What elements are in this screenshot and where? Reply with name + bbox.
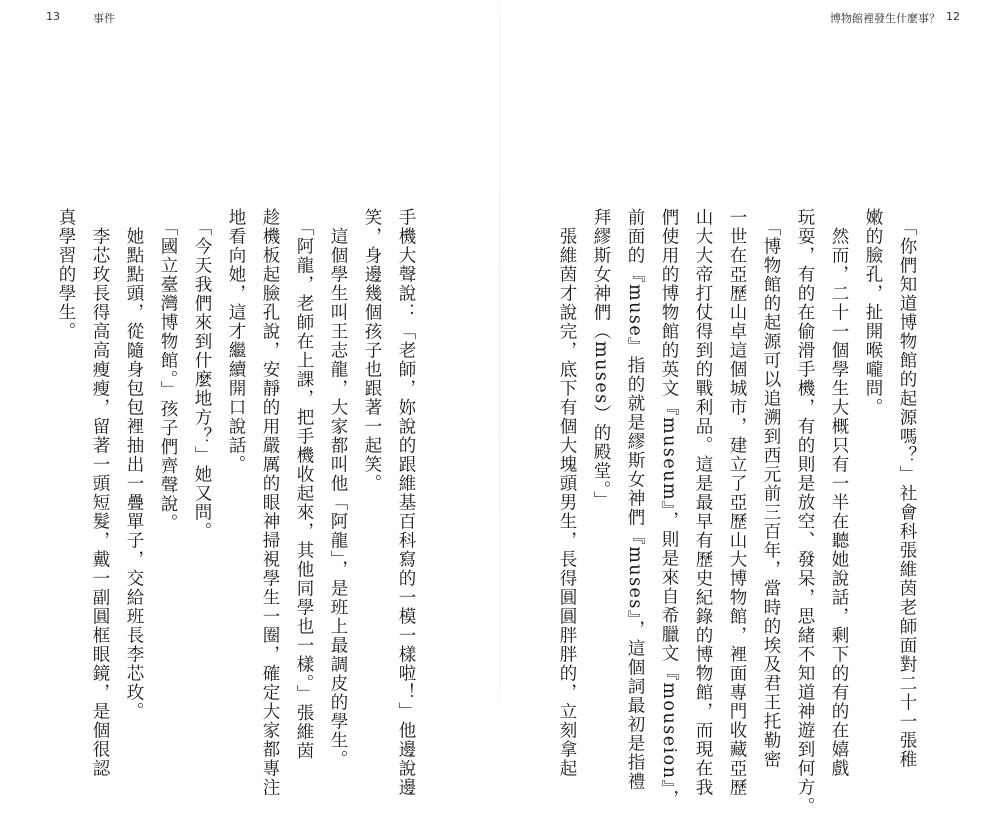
right-running-title: 博物館裡發生什麼事？ — [830, 12, 940, 25]
text-line: 然而，二十一個學生大概只有一半在聽她說話，剩下的有的在嬉戲 — [829, 208, 849, 778]
text-line: 「博物館的起源可以追溯到西元前三百年，當時的埃及君王托勒密 — [761, 208, 781, 770]
text-line: 張維茵才說完，底下有個大塊頭男生，長得圓圓胖胖的，立刻拿起 — [557, 208, 577, 778]
text-line: 拜繆斯女神們（muses）的殿堂。」 — [591, 208, 611, 510]
text-line: 笑，身邊幾個孩子也跟著一起笑。 — [362, 208, 382, 493]
text-line: 山大大帝打仗得到的戰利品。這是最早有歷史紀錄的博物館，而現在我 — [693, 208, 713, 797]
text-line: 一世在亞歷山卓這個城市，建立了亞歷山大博物館，裡面專門收藏亞歷 — [727, 208, 747, 797]
page-gutter — [499, 0, 500, 707]
text-line: 「阿龍，老師在上課，把手機收起來，其他同學也一樣。」張維茵 — [294, 208, 314, 761]
text-line: 她點點頭，從隨身包包裡抽出一疊單子，交給班長李芯玫。 — [124, 208, 144, 721]
text-line: 玩耍，有的在偷滑手機，有的則是放空、發呆，思緒不知道神遊到何方。 — [795, 208, 815, 816]
text-line: 趁機板起臉孔說，安靜的用嚴厲的眼神掃視學生一圈，確定大家都專注 — [260, 208, 280, 797]
text-line: 真學習的學生。 — [56, 208, 76, 341]
left-running-title: 事件 — [93, 12, 115, 25]
left-page-number: 13 — [46, 10, 60, 23]
text-line: 手機大聲說：「老師，妳說的跟維基百科寫的一模一樣啦！」他邊說邊 — [396, 208, 416, 797]
left-page-body — [56, 208, 423, 797]
right-page-body — [557, 208, 924, 816]
text-line: 們使用的博物館的英文『museum』，則是來自希臘文『mouseion』， — [659, 208, 679, 809]
text-line: 「國立臺灣博物館。」孩子們齊聲說。 — [158, 208, 178, 533]
right-page-number: 12 — [946, 10, 960, 23]
text-line: 地看向她，這才繼續開口說話。 — [226, 208, 246, 474]
text-line: 「今天我們來到什麼地方？」她又問。 — [192, 208, 212, 542]
text-line: 李芯玫長得高高瘦瘦，留著一頭短髮，戴一副圓框眼鏡，是個很認 — [90, 208, 110, 778]
text-line: 嫩的臉孔，扯開喉嚨問。 — [863, 208, 883, 417]
text-line: 「你們知道博物館的起源嗎？」社會科張維茵老師面對二十一張稚 — [897, 208, 917, 770]
text-line: 這個學生叫王志龍，大家都叫他「阿龍」，是班上最調皮的學生。 — [328, 208, 348, 770]
text-line: 前面的『muse』指的就是繆斯女神們『muses』，這個詞最初是指禮 — [625, 208, 645, 792]
